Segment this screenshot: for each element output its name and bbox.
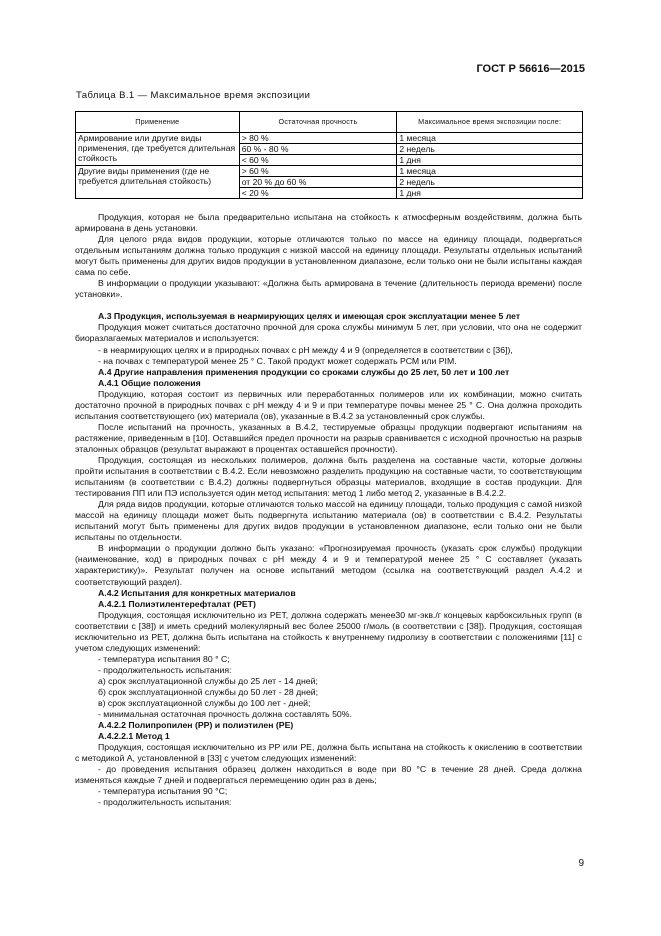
paragraph: В информации о продукции должно быть указано: «Прогнозируемая прочность (указать срок службы) продукции (наименование, код) в природных почвах с pH между 4 и 9 и температурой менее 25 ° С составляет (указать характеристику)». Результат получен на основе испытаний методом (ссылка на соответствующий раздел А.4.2 и соответствующий раздел).	[75, 543, 582, 587]
paragraph: Продукция, состоящая исключительно из PP или PE, должна быть испытана на стойкость к окислению в соответствии с методикой А, установленной в [33] с учетом следующих изменений:	[75, 742, 582, 764]
list-item: - минимальная остаточная прочность должна составлять 50%.	[98, 709, 352, 720]
time-cell: 1 месяца	[397, 166, 583, 177]
strength-cell: > 60 %	[239, 166, 397, 177]
section-heading-a422: А.4.2.2 Полипропилен (PP) и полиэтилен (PE)	[98, 720, 294, 731]
section-heading-a4: А.4 Другие направления применения продукции со сроками службы до 25 лет, 50 лет и 100 лет	[98, 366, 510, 377]
application-cell: Армирование или другие виды применения, где требуется длительная стойкость	[76, 133, 240, 166]
paragraph: Продукция, которая не была предварительно испытана на стойкость к атмосферным воздействиям, должна быть армирована в день установки.	[75, 212, 582, 234]
paragraph: Для ряда видов продукции, которые отличаются только массой на единицу площади, только продукция с самой низкой массой на единицу площади может быть подвергнута испытанию материала (ов) в соответствии с В.4.2. Результаты испытаний могут быть применены для других видов продукции в установленном диапазоне, если только они не были испытаны по отдельности.	[75, 499, 582, 543]
list-item: - на почвах с температурой менее 25 ° С. Такой продукт может содержать РСМ или PIM.	[98, 355, 457, 366]
list-item: - в неармирующих целях и в природных почвах с pH между 4 и 9 (определяется в соответствии с [36]),	[98, 344, 513, 355]
body-text	[75, 212, 582, 808]
time-cell: 1 месяца	[397, 133, 583, 144]
paragraph: Продукция, состоящая исключительно из PET, должна содержать менее30 мг-экв./г концевых карбоксильных групп (в соответствии с [38]) и иметь средний молекулярный вес более 25000 г/моль (в соответствии с [38]). Продукция, состоящая исключительно из PET, должна быть испытана на стойкость к внутреннему гидролизу в соответствии с положениями [11] с учетом следующих изменений:	[75, 609, 582, 653]
paragraph: После испытаний на прочность, указанных в В.4.2, тестируемые образцы продукции подвергают испытаниям на растяжение, приведенным в [10]. Оставшийся предел прочности на разрыв сравнивается с исходной прочностью на разрыв эталонных образцов (результат выражают в процентах оставшейся прочности).	[75, 421, 582, 454]
exposure-time-table	[75, 111, 583, 199]
application-cell: Другие виды применения (где не требуется длительная стойкость)	[76, 166, 240, 199]
time-cell: 2 недель	[397, 177, 583, 188]
list-item: - до проведения испытания образец должен находиться в воде при 80 °С в течение 28 дней. Среда должна изменяться каждые 7 дней и подвергаться перемещению один раз в день;	[75, 764, 582, 786]
section-heading-a3: А.3 Продукция, используемая в неармирующих целях и имеющая срок эксплуатации менее 5 лет	[98, 311, 521, 322]
list-item: а) срок эксплуатационной службы до 25 лет - 14 дней;	[98, 675, 318, 686]
paragraph: В информации о продукции указывают: «Должна быть армирована в течение (длительность периода времени) после установки».	[75, 278, 582, 300]
time-cell: 1 дня	[397, 188, 583, 199]
list-item: - температура испытания 80 ° С;	[98, 653, 230, 664]
list-item: - температура испытания 90 °С;	[98, 786, 228, 797]
section-heading-a4221: А.4.2.2.1 Метод 1	[98, 731, 170, 742]
list-item: - продолжительность испытания:	[98, 664, 232, 675]
strength-cell: > 80 %	[239, 133, 397, 144]
strength-cell: < 60 %	[239, 155, 397, 166]
page-number: 9	[578, 858, 584, 869]
paragraph: Продукцию, которая состоит из первичных или переработанных полимеров или их комбинации, можно считать достаточно прочной в природных почвах с pH между 4 и 9 и при температуре почвы менее 25 ° С. Она должна проходить испытания соответствующего (их) материала (ов), указанные в В.4.2 за установленный срок службы.	[75, 388, 582, 421]
column-header-application: Применение	[76, 112, 240, 133]
paragraph: Продукция, состоящая из нескольких полимеров, должна быть разделена на составные части, которые должны пройти испытания в соответствии с В.4.2. Если невозможно разделить продукцию на составные части, то соответствующим испытаниям (в соответствии с В.4.2) должны подвергнуться образцы материалов, входящие в состав продукции. Для тестирования ПП или ПЭ используется один метод испытания: метод 1 либо метод 2, указанные в В.4.2.2.	[75, 454, 582, 499]
spacer	[75, 300, 582, 311]
section-heading-a421: А.4.2.1 Полиэтилентерефталат (PET)	[98, 598, 256, 609]
strength-cell: < 20 %	[239, 188, 397, 199]
paragraph: Для целого ряда видов продукции, которые отличаются только по массе на единицу площади, подвергаться отдельным испытаниям должна только продукция с низкой массой на единицу площади. Результаты отдельных испытаний могут быть применены для других видов продукции в установленном диапазоне, если только они не были испытаны каждая сама по себе.	[75, 234, 582, 278]
column-header-max-exposure-time: Максимальное время экспозиции после:	[397, 112, 583, 133]
table-row	[76, 133, 583, 144]
document-standard-header: ГОСТ Р 56616—2015	[476, 63, 585, 75]
list-item: в) срок эксплуатационной службы до 100 лет - дней;	[98, 698, 311, 709]
table-header-row	[76, 112, 583, 133]
section-heading-a42: А.4.2 Испытания для конкретных материалов	[98, 587, 296, 598]
strength-cell: 60 % - 80 %	[239, 144, 397, 155]
list-item: - продолжительность испытания:	[98, 797, 232, 808]
section-heading-a41: А.4.1 Общие положения	[98, 377, 201, 388]
list-item: б) срок эксплуатационной службы до 50 лет - 28 дней;	[98, 686, 319, 697]
paragraph: Продукция может считаться достаточно прочной для срока службы минимум 5 лет, при условии, что она не содержит биоразлагаемых материалов и используется:	[75, 322, 582, 344]
column-header-residual-strength: Остаточная прочность	[239, 112, 397, 133]
table-caption: Таблица В.1 — Максимальное время экспозиции	[76, 90, 311, 101]
strength-cell: от 20 % до 60 %	[239, 177, 397, 188]
time-cell: 2 недель	[397, 144, 583, 155]
table-row	[76, 166, 583, 177]
time-cell: 1 дня	[397, 155, 583, 166]
